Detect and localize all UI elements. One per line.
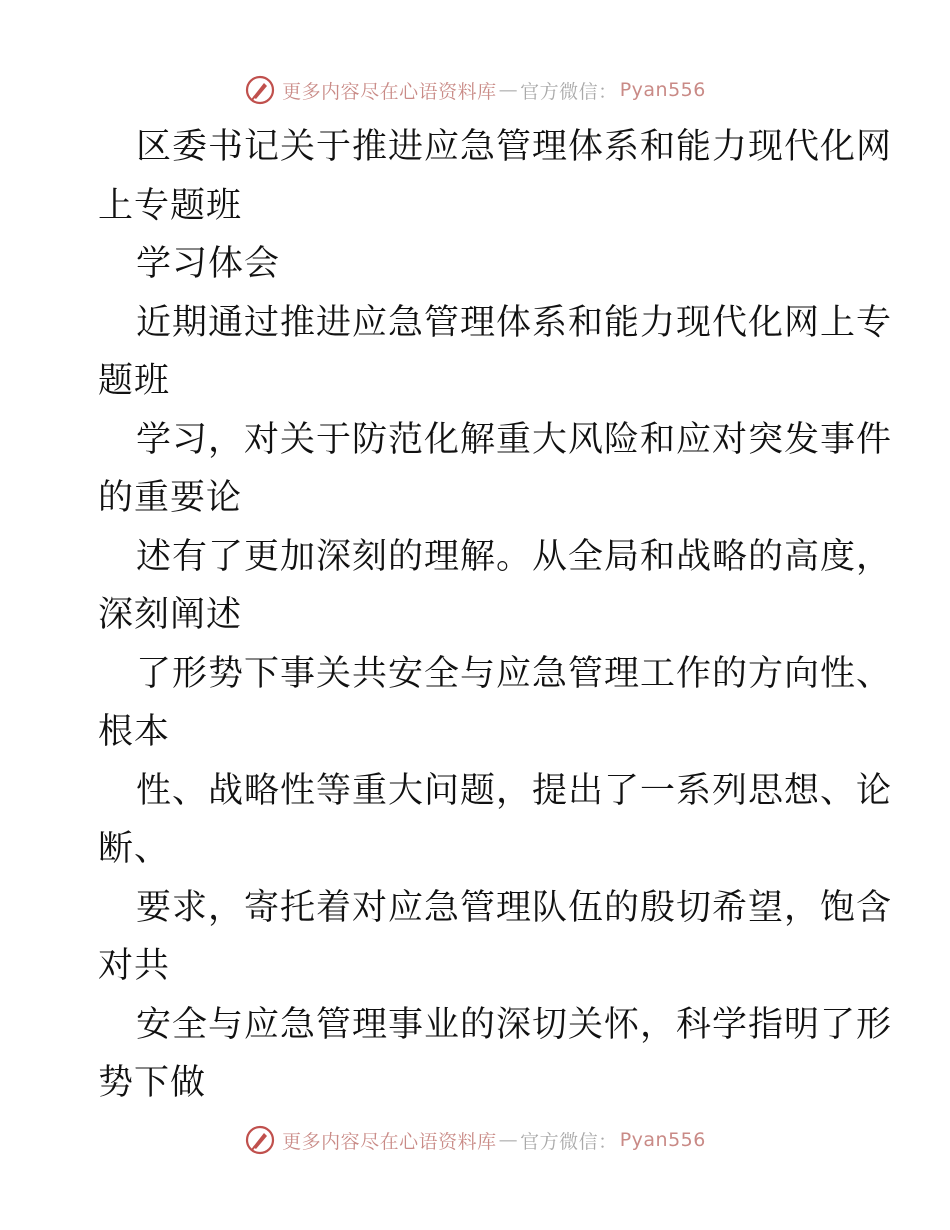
watermark-brand-text: 更多内容尽在心语资料库 [282, 1130, 497, 1153]
footer-watermark [0, 1122, 950, 1158]
header-watermark [0, 72, 950, 108]
text-line: 学习体会 [136, 244, 281, 284]
watermark-brand-text: 更多内容尽在心语资料库 [282, 80, 497, 103]
text-line: 题班 [98, 361, 171, 401]
quill-pen-icon [244, 74, 276, 106]
text-line: 断、 [98, 829, 171, 869]
text-line: 安全与应急管理事业的深切关怀，科学指明了形 [136, 1004, 893, 1045]
watermark-wechat-id: Pyan556 [619, 79, 706, 101]
watermark-separator: — [498, 79, 519, 101]
text-line: 上专题班 [98, 185, 243, 226]
watermark-wechat-label: 官方微信： [520, 80, 618, 103]
document-body [98, 118, 893, 1113]
text-line: 对共 [98, 946, 171, 986]
text-line: 学习，对关于防范化解重大风险和应对突发事件 [136, 419, 893, 460]
text-line: 性、战略性等重大问题，提出了一系列思想、论 [136, 770, 893, 811]
text-line: 深刻阐述 [98, 595, 243, 635]
text-line: 了形势下事关共安全与应急管理工作的方向性、 [136, 653, 893, 694]
watermark-wechat-label: 官方微信： [520, 1130, 618, 1153]
quill-pen-icon [244, 1124, 276, 1156]
text-line: 述有了更加深刻的理解。从全局和战略的高度， [136, 536, 893, 577]
text-line: 近期通过推进应急管理体系和能力现代化网上专 [136, 302, 893, 343]
watermark-wechat-id: Pyan556 [619, 1129, 706, 1151]
text-line: 区委书记关于推进应急管理体系和能力现代化网 [136, 127, 893, 167]
text-line: 势下做 [98, 1063, 207, 1103]
text-line: 要求，寄托着对应急管理队伍的殷切希望，饱含 [136, 887, 893, 928]
watermark-separator: — [498, 1129, 519, 1151]
text-line: 根本 [98, 712, 171, 752]
text-line: 的重要论 [98, 478, 243, 518]
